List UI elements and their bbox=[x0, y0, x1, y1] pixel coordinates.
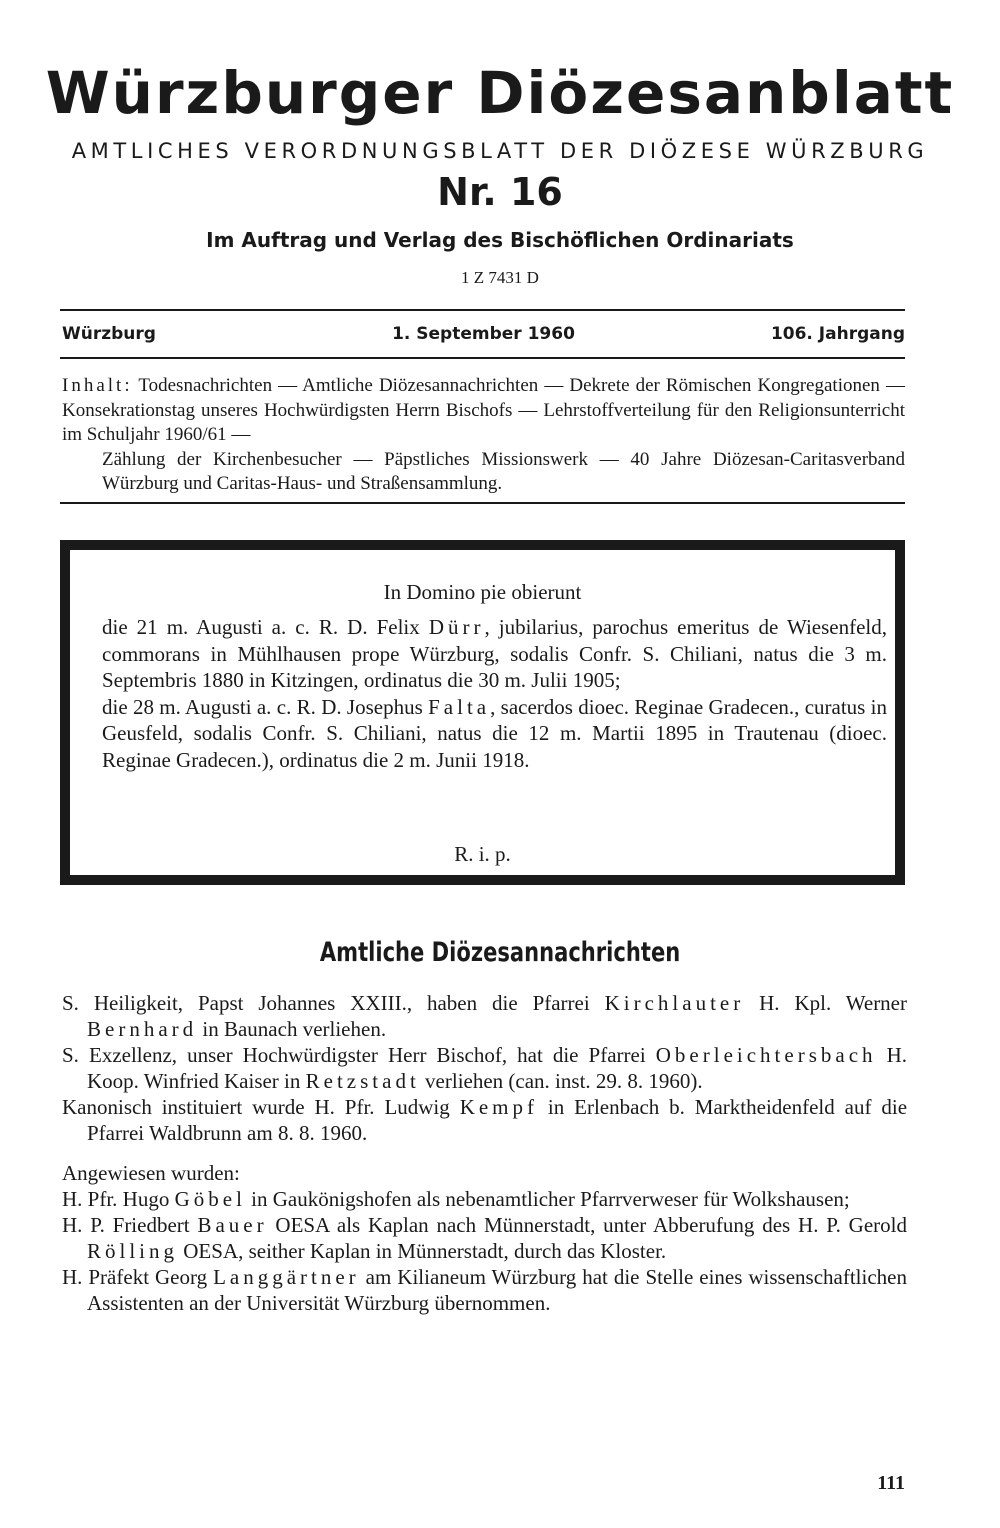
section-heading-text: Amtliche Diözesannachrichten bbox=[319, 937, 681, 968]
dateline bbox=[62, 320, 905, 348]
obituary-box bbox=[60, 540, 905, 885]
announcement-paragraph bbox=[62, 1042, 907, 1094]
spaced-name: Bernhard bbox=[87, 1017, 198, 1041]
spaced-name: Langgärtner bbox=[213, 1265, 360, 1289]
postal-code: 1 Z 7431 D bbox=[461, 268, 539, 287]
announcements bbox=[62, 990, 907, 1316]
text-run: in Erlenbach b. Marktheidenfeld auf die Pfarrei Waldbrunn am 8. 8. 1960. bbox=[87, 1095, 908, 1145]
masthead-subtitle: AMTLICHES VERORDNUNGSBLATT DER DIÖZESE WÜRZBURG bbox=[71, 139, 929, 163]
obituary-entry bbox=[102, 614, 887, 694]
dateline-volume: 106. Jahrgang bbox=[770, 324, 905, 344]
announcement-paragraph bbox=[62, 990, 907, 1042]
text-run: H. Pfr. Hugo bbox=[62, 1187, 170, 1211]
contents-text-first: Todesnachrichten — Amtliche Diözesannachrichten — Dekrete der Römischen Kongregationen — Konsekrationstag unseres Hochwürdigsten Herrn Bischofs — Lehrstoffverteilung für den Religionsunterricht im Schuljahr 1960/61 — bbox=[62, 375, 905, 445]
spaced-name: Retzstadt bbox=[305, 1069, 420, 1093]
table-of-contents bbox=[62, 374, 905, 497]
divider-top bbox=[60, 309, 905, 311]
divider-dateline bbox=[60, 357, 905, 359]
text-run: OESA als Kaplan nach Münnerstadt, unter Abberufung des H. P. Gerold bbox=[275, 1213, 907, 1237]
spaced-name: Rölling bbox=[87, 1239, 179, 1263]
spaced-name: Kirchlauter bbox=[604, 991, 745, 1015]
text-run: in Gaukönigshofen als nebenamtlicher Pfarrverweser für Wolkshausen; bbox=[251, 1187, 850, 1211]
text-run: OESA, seither Kaplan in Münnerstadt, durch das Kloster. bbox=[183, 1239, 667, 1263]
obituary-entry-text: die 21 m. Augusti a. c. R. D. Felix bbox=[102, 615, 420, 639]
text-run: H. Koop. Winfried Kaiser in bbox=[87, 1043, 908, 1093]
page-number: 111 bbox=[877, 1472, 905, 1494]
announcement-paragraph bbox=[62, 1186, 907, 1212]
obituary-entry-text: , jubilarius, parochus emeritus de Wiesenfeld, commorans in Mühlhausen prope Würzburg, sodalis Confr. S. Chiliani, natus die 3 m. Septembris 1880 in Kitzingen, ordinatus die 30 m. Julii 1905; bbox=[102, 615, 888, 692]
contents-label: Inhalt: bbox=[62, 375, 133, 396]
text-run: S. Heiligkeit, Papst Johannes XXIII., haben die Pfarrei bbox=[62, 991, 590, 1015]
text-run: H. P. Friedbert bbox=[62, 1213, 190, 1237]
dateline-place: Würzburg bbox=[62, 324, 156, 344]
spaced-name: Bauer bbox=[197, 1213, 268, 1237]
announcement-paragraph bbox=[62, 1094, 907, 1146]
obituary-entry-text: , sacerdos dioec. Reginae Gradecen., curatus in Geusfeld, sodalis Confr. S. Chiliani, natus die 12 m. Martii 1895 in Trautenau (dioec. Reginae Gradecen.), ordinatus die 2 m. Junii 1918. bbox=[102, 694, 888, 772]
text-run: H. Kpl. Werner bbox=[759, 991, 907, 1015]
divider-contents bbox=[60, 502, 905, 504]
text-run: S. Exzellenz, unser Hochwürdigster Herr Bischof, hat die Pfarrei bbox=[62, 1043, 646, 1067]
obituary-closing: R. i. p. bbox=[454, 842, 511, 866]
text-run: H. Präfekt Georg bbox=[62, 1265, 208, 1289]
spaced-name: Kempf bbox=[459, 1095, 539, 1119]
announcement-paragraph bbox=[62, 1264, 907, 1316]
section-heading bbox=[0, 935, 1000, 971]
spaced-name: Göbel bbox=[174, 1187, 246, 1211]
announcement-paragraph bbox=[62, 1212, 907, 1264]
obituary-text bbox=[102, 614, 887, 773]
obituary-name: Dürr bbox=[428, 615, 485, 639]
obituary-entry-text: die 28 m. Augusti a. c. R. D. Josephus bbox=[102, 694, 423, 719]
dateline-date: 1. September 1960 bbox=[392, 324, 575, 344]
contents-text-rest: Zählung der Kirchenbesucher — Päpstliches Missionswerk — 40 Jahre Diözesan-Caritasverband Würzburg und Caritas-Haus- und Straßensammlung. bbox=[102, 448, 905, 494]
spaced-name: Oberleichtersbach bbox=[655, 1043, 877, 1067]
publisher-line: Im Auftrag und Verlag des Bischöflichen Ordinariats bbox=[206, 228, 794, 252]
text-run: am Kilianeum Würzburg hat die Stelle eines wissenschaftlichen Assistenten an der Universität Würzburg übernommen. bbox=[87, 1265, 907, 1315]
text-run: in Baunach verliehen. bbox=[202, 1017, 387, 1041]
obituary-name: Falta bbox=[428, 694, 491, 719]
issue-number: Nr. 16 bbox=[437, 170, 563, 214]
text-run: verliehen (can. inst. 29. 8. 1960). bbox=[425, 1069, 703, 1093]
obituary-heading: In Domino pie obierunt bbox=[383, 580, 582, 604]
text-run: Kanonisch instituiert wurde H. Pfr. Ludwig bbox=[62, 1095, 450, 1119]
obituary-entry bbox=[102, 694, 887, 774]
masthead-title: Würzburger Diözesanblatt bbox=[45, 59, 955, 127]
announcement-intro: Angewiesen wurden: bbox=[62, 1161, 240, 1185]
